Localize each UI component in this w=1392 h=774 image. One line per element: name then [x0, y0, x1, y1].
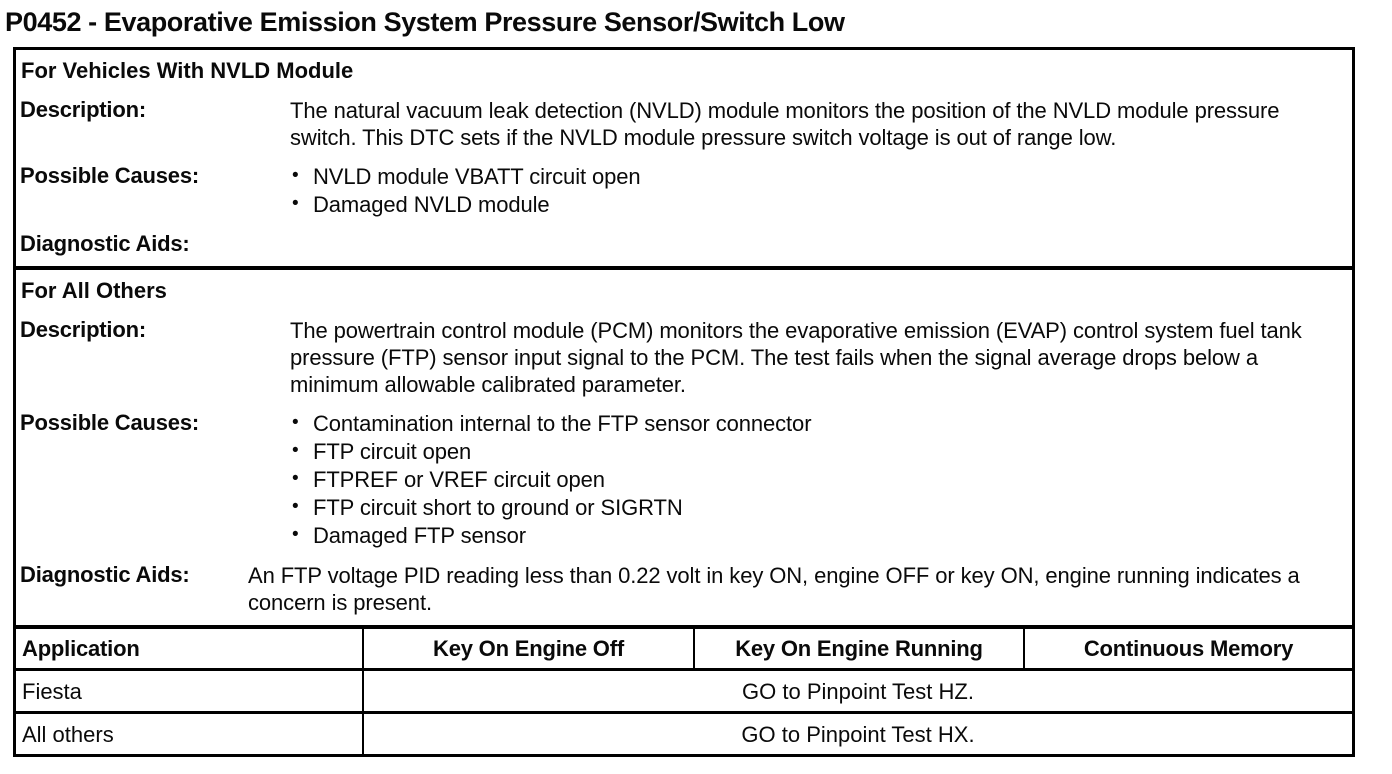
application-table	[16, 625, 1352, 754]
section-heading: For Vehicles With NVLD Module	[21, 58, 354, 83]
column-header-key-on-engine-running: Key On Engine Running	[693, 629, 1023, 668]
list-item: • Damaged NVLD module	[290, 191, 641, 219]
possible-causes-row	[20, 410, 1344, 550]
application-cell: Fiesta	[22, 679, 82, 704]
table-row	[16, 714, 1352, 754]
manual-page	[0, 7, 1392, 774]
description-label: Description:	[20, 97, 146, 122]
action-cell: GO to Pinpoint Test HX.	[362, 714, 1352, 754]
section-heading: For All Others	[21, 278, 167, 303]
list-item: • FTP circuit open	[290, 438, 811, 466]
application-cell: All others	[22, 722, 114, 747]
diagnostic-aids-label: Diagnostic Aids:	[20, 562, 190, 587]
dtc-info-table	[13, 47, 1355, 757]
description-row	[20, 317, 1344, 398]
diagnostic-aids-row	[20, 231, 1344, 257]
list-item: • NVLD module VBATT circuit open	[290, 163, 641, 191]
possible-causes-list	[290, 410, 811, 550]
possible-causes-row	[20, 163, 1344, 219]
table-row	[16, 671, 1352, 714]
description-row	[20, 97, 1344, 151]
description-label: Description:	[20, 317, 146, 342]
possible-causes-list	[290, 163, 641, 219]
diagnostic-aids-label: Diagnostic Aids:	[20, 231, 190, 256]
column-header-key-on-engine-off: Key On Engine Off	[362, 629, 693, 668]
description-text: The natural vacuum leak detection (NVLD) module monitors the position of the NVLD module pressure switch. This DTC sets if the NVLD module pressure switch voltage is out of range low.	[290, 98, 1280, 150]
possible-causes-label: Possible Causes:	[20, 410, 199, 435]
diagnostic-aids-row	[20, 562, 1344, 616]
possible-causes-label: Possible Causes:	[20, 163, 199, 188]
section-nvld-module	[16, 50, 1352, 270]
page-title: P0452 - Evaporative Emission System Pressure Sensor/Switch Low	[5, 7, 845, 37]
diagnostic-aids-text: An FTP voltage PID reading less than 0.22 volt in key ON, engine OFF or key ON, engine running indicates a concern is present.	[248, 563, 1300, 615]
action-cell: GO to Pinpoint Test HZ.	[362, 671, 1352, 711]
list-item: • Damaged FTP sensor	[290, 522, 811, 550]
column-header-continuous-memory: Continuous Memory	[1023, 629, 1352, 668]
list-item: • Contamination internal to the FTP sensor connector	[290, 410, 811, 438]
description-text: The powertrain control module (PCM) monitors the evaporative emission (EVAP) control system fuel tank pressure (FTP) sensor input signal to the PCM. The test fails when the signal average drops below a minimum allowable calibrated parameter.	[290, 318, 1302, 397]
section-all-others	[16, 270, 1352, 625]
column-header-application: Application	[22, 636, 140, 661]
application-table-header-row	[16, 629, 1352, 671]
list-item: • FTP circuit short to ground or SIGRTN	[290, 494, 811, 522]
list-item: • FTPREF or VREF circuit open	[290, 466, 811, 494]
